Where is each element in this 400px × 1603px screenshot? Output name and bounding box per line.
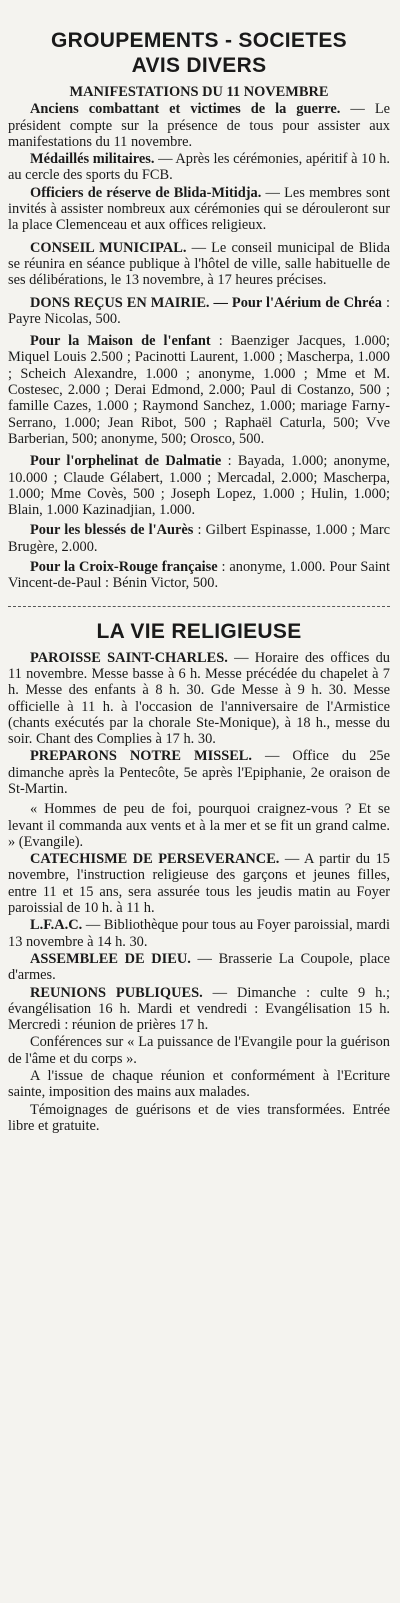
notice-temoignages [8,1102,390,1135]
notice-missel [8,748,390,797]
notice-text: A l'issue de chaque réunion et conformément à l'Ecriture sainte, imposition des mains aux malades. [8,1068,390,1101]
notice-assemblee [8,951,390,984]
notice-text: — Dimanche : culte 9 h.; évangélisation 16 h. Mardi et vendredi : Evangélisation 15 h. Mercredi : réunion de prières 17 h. [8,984,390,1034]
notice-reunions [8,985,390,1034]
notice-text: : Gilbert Espinasse, 1.000 ; Marc Brugère, 2.000. [8,522,390,555]
notice-text: Témoignages de guérisons et de vies transformées. Entrée libre et gratuite. [8,1101,390,1134]
notice-paroisse [8,650,390,748]
notice-lfac [8,917,390,950]
notice-text: — Après les cérémonies, apéritif à 10 h. au cercle des sports du FCB. [8,151,390,184]
notice-text: — Bibliothèque pour tous au Foyer paroissial, mardi 13 novembre à 14 h. 30. [8,917,390,950]
notice-imposition [8,1068,390,1101]
notice-lead: Pour la Maison de l'enfant [30,333,211,350]
notice-text: : Payre Nicolas, 500. [8,294,390,327]
notice-dons-croix-rouge [8,559,390,592]
religion-section [8,650,390,1135]
notice-text: — Brasserie La Coupole, place d'armes. [8,950,390,984]
notice-text: — Office du 25e dimanche après la Pentecôte, 5e après l'Epiphanie, 2e oraison de St-Martin. [8,748,390,797]
notice-lead: L.F.A.C. [30,917,83,934]
section-heading-groupements: GROUPEMENTS - SOCIETES [51,29,347,52]
notice-dons-blesses [8,522,390,555]
notice-lead: CATECHISME DE PERSEVERANCE. [30,851,280,868]
notice-lead: MANIFESTATIONS DU 11 NOVEMBRE [69,84,329,100]
notice-lead: REUNIONS PUBLIQUES. [30,984,203,1001]
notice-text: : Bayada, 1.000; anonyme, 10.000 ; Claude Gélabert, 1.000 ; Mercadal, 2.000; Mascherpa, 1.000; Mme Covès, 500 ; Joseph Lopez, 1.000 ; Hulin, 1.000; Blain, 1.000 Kazinadjian, 1.000. [8,453,390,519]
notice-lead: Pour les blessés de l'Aurès [30,522,194,539]
notice-text: — Horaire des offices du 11 novembre. Messe basse à 6 h. Messe précédée du chapelet à 7 h. Messe des enfants à 8 h. 30. Gde Messe à 9 h. 30. Messe officielle à 11 h. à l'occasion de l'anniversaire de l'Armistice (chants exécutés par la chorale Ste-Monique), à 18 h., messe du soir. Chant des Complies à 17 h. 30. [8,649,390,748]
notice-lead: CONSEIL MUNICIPAL. [30,239,187,256]
notice-lead: Pour l'orphelinat de Dalmatie [30,453,222,470]
notice-dons-aerium [8,295,390,328]
notice-text: Conférences sur « La puissance de l'Evangile pour la guérison de l'âme et du corps ». [8,1034,390,1067]
notice-lead: Officiers de réserve de Blida-Mitidja. [30,184,262,201]
notice-anciens-combattants [8,101,390,150]
notice-text: — Le président compte sur la présence de tous pour assister aux manifestations du 11 novembre. [8,101,391,150]
column-divider [8,606,390,607]
notice-dons-maison-enfant [8,333,390,447]
notice-lead: DONS REÇUS EN MAIRIE. — Pour l'Aérium de Chréa [30,294,382,311]
notice-lead: Anciens combattant et victimes de la guerre. [30,101,341,118]
notice-text: — A partir du 15 novembre, l'instruction religieuse des garçons et jeunes filles, entre 11 et 15 ans, sera assurée tous les jeudis matin au Foyer paroissial de 10 h. à 11 h. [8,851,390,917]
avis-divers-section [8,84,390,592]
notice-text: — Le conseil municipal de Blida se réunira en séance publique à l'hôtel de ville, salle habituelle de ses délibérations, le 13 novembre, à 17 heures précises. [8,239,390,289]
notice-officiers [8,185,390,234]
notice-lead: PREPARONS NOTRE MISSEL. [30,748,253,765]
notice-conseil-municipal [8,240,390,289]
notice-lead: ASSEMBLEE DE DIEU. [30,950,191,967]
notice-text: — Les membres sont invités à assister nombreux aux cérémonies qui se dérouleront sur la place Clemenceau et aux offices religieux. [8,184,390,234]
notice-catechisme [8,851,390,916]
notice-text: : Baenziger Jacques, 1.000; Miquel Louis 2.500 ; Pacinotti Laurent, 1.000 ; Mascherpa, 1.000 ; Scheich Alexandre, 1.000 ; anonyme, 1.000 ; Mme et M. Costesec, 2.000 ; Derai Edmond, 2.000; Paul di Costanzo, 500 ; famille Cazes, 1.000 ; Raymond Sanchez, 1.000; mariage Farny-Serrano, 1.000; Jean Ribot, 500 ; Raphaël Caturla, 500; Vve Barberian, 500; anonyme, 500; Orosco, 500. [8,333,390,447]
notice-text: : anonyme, 1.000. Pour Saint Vincent-de-Paul : Bénin Victor, 500. [8,559,390,592]
section-heading-avis-divers: AVIS DIVERS [131,54,267,77]
notice-conferences [8,1034,390,1067]
notice-manifestations [8,84,390,100]
notice-medailles [8,151,390,184]
notice-evangile-quote [8,801,390,850]
notice-dons-orphelinat [8,453,390,518]
notice-lead: Pour la Croix-Rouge française [30,559,218,576]
notice-text: « Hommes de peu de foi, pourquoi craignez-vous ? Et se levant il commanda aux vents et à la mer et se fit un grand calme. » (Evangile). [8,801,390,850]
notice-lead: Médaillés militaires. [30,151,155,168]
section-heading-vie-religieuse: LA VIE RELIGIEUSE [96,619,302,643]
notice-lead: PAROISSE SAINT-CHARLES. [30,649,228,666]
